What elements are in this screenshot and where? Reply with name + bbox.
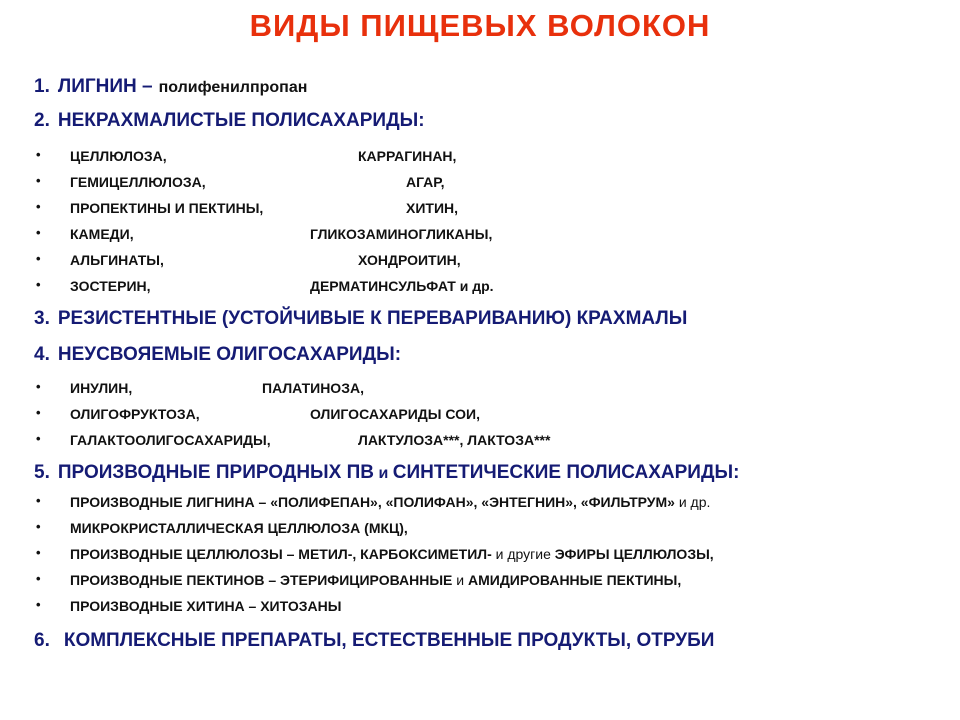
section-5-number: 5. <box>34 462 50 483</box>
bullet-icon: • <box>36 173 41 188</box>
section-6-number: 6. <box>34 630 50 651</box>
item-text-tail: и др. <box>674 494 711 510</box>
section-5-label-a: ПРОИЗВОДНЫЕ ПРИРОДНЫХ ПВ <box>57 462 374 483</box>
bullet-icon: • <box>36 379 41 394</box>
bullet-icon: • <box>36 519 41 534</box>
bullet-icon: • <box>36 225 41 240</box>
section-6-label: КОМПЛЕКСНЫЕ ПРЕПАРАТЫ, ЕСТЕСТВЕННЫЕ ПРОДУКТЫ, ОТРУБИ <box>63 630 715 651</box>
section-5-label-mid: и <box>374 465 393 482</box>
item-left: АЛЬГИНАТЫ, <box>70 252 164 268</box>
bullet-icon: • <box>36 597 41 612</box>
section-2-number: 2. <box>34 110 50 131</box>
item-right <box>310 278 494 294</box>
item-right: ХОНДРОИТИН, <box>358 252 461 268</box>
section-5-label-b: СИНТЕТИЧЕСКИЕ ПОЛИСАХАРИДЫ: <box>392 462 740 483</box>
item-left: ОЛИГОФРУКТОЗА, <box>70 406 200 422</box>
item-text-mid: и <box>456 572 468 588</box>
item-text-mid: и другие <box>495 546 555 562</box>
item-text-main: ПРОИЗВОДНЫЕ ЦЕЛЛЮЛОЗЫ – МЕТИЛ-, КАРБОКСИМЕТИЛ- <box>70 546 496 562</box>
item-right: ОЛИГОСАХАРИДЫ СОИ, <box>310 406 480 422</box>
section-1-label: ЛИГНИН – <box>57 76 153 97</box>
section-3-heading <box>34 308 687 330</box>
section-5-heading <box>34 462 739 484</box>
item-text <box>70 572 681 588</box>
section-6-heading <box>34 630 714 652</box>
item-left: КАМЕДИ, <box>70 226 134 242</box>
item-right: ХИТИН, <box>406 200 459 216</box>
item-right: ПАЛАТИНОЗА, <box>262 380 364 396</box>
item-text <box>70 546 714 562</box>
bullet-icon: • <box>36 147 41 162</box>
bullet-icon: • <box>36 493 41 508</box>
section-1-heading <box>34 76 307 98</box>
section-4-label: НЕУСВОЯЕМЫЕ ОЛИГОСАХАРИДЫ: <box>57 344 402 365</box>
section-1-subtitle: полифенилпропан <box>158 79 308 96</box>
section-4-number: 4. <box>34 344 50 365</box>
bullet-icon: • <box>36 545 41 560</box>
section-3-label: РЕЗИСТЕНТНЫЕ (УСТОЙЧИВЫЕ К ПЕРЕВАРИВАНИЮ) КРАХМАЛЫ <box>57 308 688 329</box>
section-3-number: 3. <box>34 308 50 329</box>
section-2-label: НЕКРАХМАЛИСТЫЕ ПОЛИСАХАРИДЫ: <box>57 110 425 131</box>
item-text-tail: ЭФИРЫ ЦЕЛЛЮЛОЗЫ, <box>554 546 714 562</box>
bullet-icon: • <box>36 431 41 446</box>
item-left: ЦЕЛЛЮЛОЗА, <box>70 148 167 164</box>
item-right: ГЛИКОЗАМИНОГЛИКАНЫ, <box>310 226 493 242</box>
item-text-main: ПРОИЗВОДНЫЕ ПЕКТИНОВ – ЭТЕРИФИЦИРОВАННЫЕ <box>70 572 457 588</box>
section-4-heading <box>34 344 401 366</box>
bullet-icon: • <box>36 199 41 214</box>
item-text-main: ПРОИЗВОДНЫЕ ЛИГНИНА – «ПОЛИФЕПАН», «ПОЛИФАН», «ЭНТЕГНИН», «ФИЛЬТРУМ» <box>70 494 675 510</box>
item-text: МИКРОКРИСТАЛЛИЧЕСКАЯ ЦЕЛЛЮЛОЗА (МКЦ), <box>70 520 408 536</box>
bullet-icon: • <box>36 405 41 420</box>
item-left: ПРОПЕКТИНЫ И ПЕКТИНЫ, <box>70 200 264 216</box>
item-left: ГЕМИЦЕЛЛЮЛОЗА, <box>70 174 206 190</box>
item-right: ЛАКТУЛОЗА***, ЛАКТОЗА*** <box>358 432 551 448</box>
item-text <box>70 494 710 510</box>
item-right: АГАР, <box>406 174 445 190</box>
bullet-icon: • <box>36 571 41 586</box>
item-right: КАРРАГИНАН, <box>358 148 457 164</box>
item-text-tail: АМИДИРОВАННЫЕ ПЕКТИНЫ, <box>468 572 682 588</box>
item-right-text: ДЕРМАТИНСУЛЬФАТ <box>310 278 456 294</box>
item-left: ИНУЛИН, <box>70 380 133 396</box>
page-title: ВИДЫ ПИЩЕВЫХ ВОЛОКОН <box>249 8 711 43</box>
item-left: ЗОСТЕРИН, <box>70 278 151 294</box>
section-1-number: 1. <box>34 76 50 97</box>
item-right-tail: и др. <box>455 278 494 294</box>
bullet-icon: • <box>36 277 41 292</box>
item-left: ГАЛАКТООЛИГОСАХАРИДЫ, <box>70 432 271 448</box>
bullet-icon: • <box>36 251 41 266</box>
section-2-heading <box>34 110 425 132</box>
item-text: ПРОИЗВОДНЫЕ ХИТИНА – ХИТОЗАНЫ <box>70 598 342 614</box>
